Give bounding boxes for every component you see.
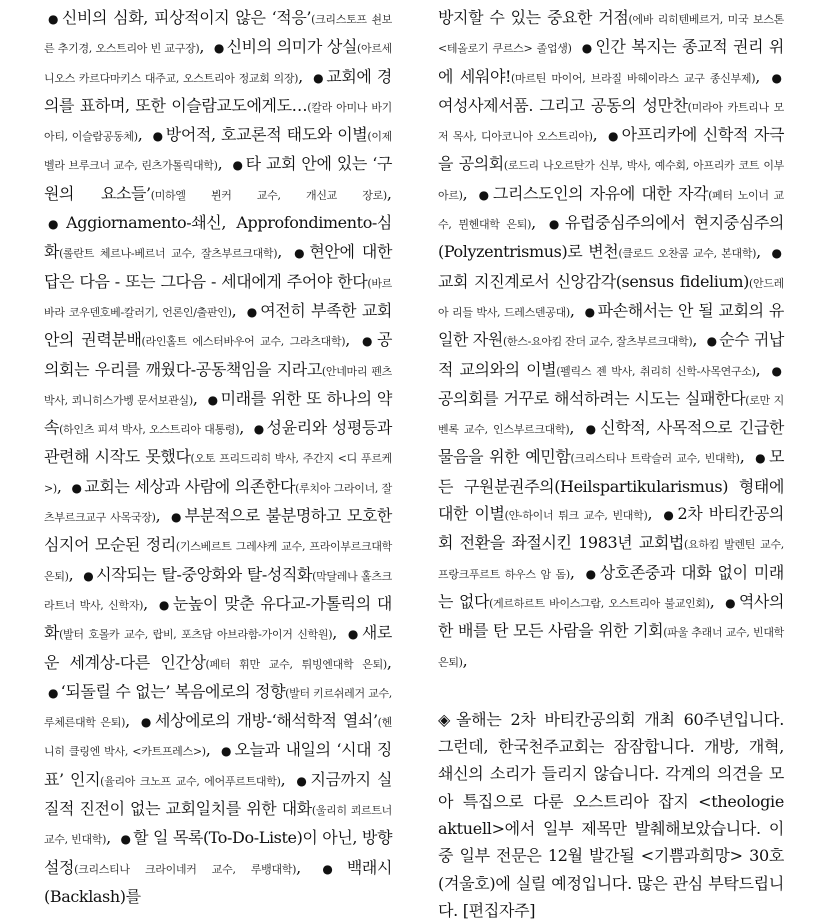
list-item: ● 유럽중심주의에서 현지중심주의(Polyzentrismus)로 변천(클로드 오찬콤 교수, 본대학), xyxy=(438,213,784,262)
list-item: ● 할 일 목록(To-Do-Liste)이 아닌, 방향설정(크리스티나 크라이네커 교수, 루뱅대학), xyxy=(44,828,393,877)
item-source: (에바 리히텐베르거, 미국 보스톤 <테올로기 쿠르스> 졸업생) xyxy=(438,13,784,56)
item-source: (루치아 그라이너, 잘츠부르크교구 사목국장) xyxy=(44,481,392,525)
editor-note xyxy=(438,706,784,924)
list-item: ●교회 지진계로서 신앙감각(sensus fidelium)(안드레아 리들 박사, 드레스덴공대), xyxy=(438,246,784,320)
item-source: (바르바라 코우덴호베-칼러기, 언론인/출판인) xyxy=(44,276,392,319)
item-title: 방지할 수 있는 중요한 거점 xyxy=(438,8,629,27)
bullet-icon: ● xyxy=(771,70,782,85)
item-title: 유럽중심주의에서 현지중심주의(Polyzentrismus)로 변천 xyxy=(438,213,784,262)
item-source: (한스-요아킴 잔더 교수, 잘츠부르크대학) xyxy=(502,335,693,349)
list-item: ● 모든 구원분권주의(Heilspartikularismus) 형태에 대한 이별(얀-하이너 튀크 교수, 빈대학), xyxy=(438,447,785,524)
right-column xyxy=(438,4,785,920)
list-item: ● 세상에로의 개방-‘해석학적 열쇠’(헨니히 클링엔 박사, <카트프레스>), xyxy=(44,711,392,760)
item-title: 미래를 위한 또 하나의 약속 xyxy=(44,388,392,438)
list-item: ● 그리스도인의 자유에 대한 자각(페터 노이너 교수, 뮌헨대학 은퇴), xyxy=(438,183,784,233)
item-source: (울리히 쾨르트너 교수, 빈대학) xyxy=(44,804,392,847)
item-source: (페터 노이너 교수, 뮌헨대학 은퇴) xyxy=(438,188,784,232)
item-source: (헨니히 클링엔 박사, <카트프레스>) xyxy=(44,716,392,759)
bullet-icon: ● xyxy=(158,597,171,612)
bullet-icon: ● xyxy=(585,422,599,437)
item-title: Aggiornamento-쇄신, Approfondimento-심화 xyxy=(44,213,392,262)
item-source: (펠릭스 젠 박사, 취리히 신학-사목연구소) xyxy=(556,364,756,378)
item-title: 새로운 세계상-다른 인간상 xyxy=(44,623,392,672)
item-title: 신학적, 사목적으로 긴급한 물음을 위한 예민함 xyxy=(438,418,784,467)
bullet-icon: ● xyxy=(220,744,233,759)
item-source: (롤란트 체르나-베르너 교수, 잘츠부르크대학) xyxy=(59,247,278,261)
item-source: (아르세니오스 카르다마키스 대주교, 오스트리아 정교회 의장) xyxy=(44,42,392,85)
list-item: ● 역사의 한 배를 탄 모든 사람을 위한 기회(파울 추래너 교수, 빈대학 은퇴), xyxy=(438,591,784,670)
list-item: ● 방어적, 호교론적 태도와 이별(이제벨라 브루크너 교수, 린츠가톨릭대학), xyxy=(44,125,392,174)
item-source: (게르하르트 바이스그람, 오스트리아 불교인회) xyxy=(489,596,710,610)
bullet-icon: ● xyxy=(296,773,309,788)
bullet-icon: ● xyxy=(755,451,767,466)
item-title: 순수 귀납적 교의와의 이별 xyxy=(438,330,784,379)
item-title: 시작되는 탈-중앙화와 탈-성직화 xyxy=(96,564,313,584)
item-title: 여전히 부족한 교회 안의 권력분배 xyxy=(44,300,392,350)
bullet-icon: ● xyxy=(706,334,718,349)
item-title: 지금까지 실질적 진전이 없는 교회일치를 위한 대화 xyxy=(44,769,392,819)
item-source: (미라아 카트리나 모저 목사, 디아코니아 오스트리아) xyxy=(438,100,784,144)
item-title: 공의회는 우리를 깨웠다-공동책임을 지라고 xyxy=(44,330,392,379)
bullet-icon: ● xyxy=(213,41,225,56)
bullet-icon: ● xyxy=(120,832,132,847)
bullet-icon: ● xyxy=(152,129,164,144)
bullet-icon: ● xyxy=(246,304,259,319)
bullet-icon: ● xyxy=(48,12,60,26)
right-column-text xyxy=(438,4,784,676)
item-source: (오토 프리드리히 박사, 주간지 <디 푸르케>) xyxy=(44,452,392,495)
item-source: (페터 휘만 교수, 튀빙엔대학 은퇴) xyxy=(205,657,387,671)
item-title: 눈높이 맞춘 유다교-가톨릭의 대화 xyxy=(44,593,392,643)
left-column-text xyxy=(44,4,392,910)
list-item: ● 교회에 경의를 표하며, 또한 이슬람교도에게도…(칼라 아미나 바기아티, 이슬람공동체), xyxy=(44,66,393,145)
item-source: (발터 키르쉬레거 교수, 루체른대학 은퇴) xyxy=(44,686,392,730)
list-item: ● 공의회는 우리를 깨웠다-공동책임을 지라고(안네마리 펜츠 박사, 쾨니히스가벵 문서보관실), xyxy=(44,330,392,408)
section-gap xyxy=(438,676,784,706)
bullet-icon: ● xyxy=(140,715,153,730)
bullet-icon: ● xyxy=(253,422,265,437)
bullet-icon: ● xyxy=(294,246,308,261)
bullet-icon: ● xyxy=(725,595,737,610)
item-title: 역사의 한 배를 탄 모든 사람을 위한 기회 xyxy=(438,591,784,641)
bullet-icon: ● xyxy=(548,217,563,232)
item-source: (마르틴 마이어, 브라질 바헤이라스 교구 종신부제) xyxy=(511,71,756,85)
item-title: 2차 바티칸공의회 전환을 좌절시킨 1983년 교회법 xyxy=(438,504,784,553)
list-item: ● 교회는 세상과 사람에 의존한다(루치아 그라이너, 잘츠부르크교구 사목국장), xyxy=(44,476,392,526)
bullet-icon: ● xyxy=(361,334,375,349)
diamond-marker-icon: ◈ xyxy=(438,709,451,729)
item-title: 방어적, 호교론적 태도와 이별 xyxy=(165,125,368,145)
item-source: (막달레나 홀츠크라트너 박사, 신학자) xyxy=(44,569,392,612)
bullet-icon: ● xyxy=(663,508,676,523)
list-item: ● 부분적으로 불분명하고 모호한 심지어 모순된 정리(기스베르트 그레샤케 교수, 프라이부르크대학 은퇴), xyxy=(44,506,392,584)
item-source: (미하엘 뷘커 교수, 개신교 장로) xyxy=(150,188,387,202)
item-title: 신비의 심화, 피상적이지 않은 ‘적응’ xyxy=(61,8,312,27)
item-source: (클로드 오찬콤 교수, 본대학) xyxy=(618,247,757,261)
list-item: ● 2차 바티칸공의회 전환을 좌절시킨 1983년 교회법(요하킴 발렌틴 교수, 프랑크푸르트 하우스 암 돔), xyxy=(438,504,784,582)
item-source: (발터 호몰카 교수, 랍비, 포츠담 아브라함-가이거 신학원) xyxy=(59,628,333,642)
item-title: 교회 지진계로서 신앙감각(sensus fidelium) xyxy=(438,271,750,291)
list-item: ● 순수 귀납적 교의와의 이별(펠릭스 젠 박사, 취리히 신학-사목연구소), xyxy=(438,330,784,379)
editor-note-text: 올해는 2차 바티칸공의회 개최 60주년입니다. 그런데, 한국천주교회는 잠잠합니다. 개방, 개혁, 쇄신의 소리가 들리지 않습니다. 각계의 의견을 모아 특집으로 다룬 오스트리아 잡지 <theologie aktuell>에서 일부 제목만 발췌해보았습니다. 이 중 일부 전문은 12월 발간될 <기쁨과희망> 30호(겨울호)에 실릴 예정입니다. 많은 관심 부탁드립니다. [편집자주] xyxy=(438,709,784,920)
item-title: 여성사제서품. 그리고 공동의 성만찬 xyxy=(438,95,688,115)
item-source: (파울 추래너 교수, 빈대학 은퇴) xyxy=(438,626,784,669)
item-source: (로드리 나오르탄가 신부, 박사, 예수회, 아프리카 코트 이부아르) xyxy=(438,159,784,202)
item-title: 성윤리와 성평등과 관련해 시작도 못했다 xyxy=(44,418,392,467)
bullet-icon: ● xyxy=(771,363,782,378)
item-title: 파손해서는 안 될 교회의 유일한 자원 xyxy=(438,300,784,350)
list-item: ● 성윤리와 성평등과 관련해 시작도 못했다(오토 프리드리히 박사, 주간지 <디 푸르케>), xyxy=(44,418,392,496)
item-source: (얀-하이너 튀크 교수, 빈대학) xyxy=(504,509,648,523)
list-item: ● 인간 복지는 종교적 권리 위에 세워야!(마르틴 마이어, 브라질 바헤이라스 교구 종신부제), xyxy=(438,37,784,86)
item-title: 교회에 경의를 표하며, 또한 이슬람교도에게도… xyxy=(44,66,392,115)
list-item: ● 신비의 의미가 상실(아르세니오스 카르다마키스 대주교, 오스트리아 정교회 의장), xyxy=(44,37,392,86)
list-item: ● ‘되돌릴 수 없는’ 복음에로의 정향(발터 키르쉬레거 교수, 루체른대학 은퇴), xyxy=(44,681,392,731)
list-item: ● 상호존중과 대화 없이 미래는 없다(게르하르트 바이스그람, 오스트리아 불교인회), xyxy=(438,562,784,611)
item-title: 상호존중과 대화 없이 미래는 없다 xyxy=(438,562,784,611)
bullet-icon: ● xyxy=(170,510,183,525)
item-source: (하인츠 피셔 박사, 오스트리아 대통령) xyxy=(59,423,240,437)
bullet-icon: ● xyxy=(608,129,620,144)
item-source: (안드레아 리들 박사, 드레스덴공대) xyxy=(438,276,784,319)
item-source: (이제벨라 브루크너 교수, 린츠가톨릭대학) xyxy=(44,130,392,173)
item-title: 부분적으로 불분명하고 모호한 심지어 모순된 정리 xyxy=(44,506,392,555)
list-item: ● 미래를 위한 또 하나의 약속(하인츠 피셔 박사, 오스트리아 대통령), xyxy=(44,388,392,438)
item-title: 타 교회 안에 있는 ‘구원의 요소들’ xyxy=(44,154,393,203)
list-item: ● 타 교회 안에 있는 ‘구원의 요소들’(미하엘 뷘커 교수, 개신교 장로), xyxy=(44,154,393,203)
bullet-icon: ● xyxy=(71,480,83,495)
item-title: 현안에 대한 답은 다음 - 또는 그다음 - 세대에게 주어야 한다 xyxy=(44,242,393,291)
item-title: 그리스도인의 자유에 대한 자각 xyxy=(492,183,709,203)
item-source: (율리아 크노프 교수, 에어푸르트대학) xyxy=(100,774,281,788)
item-title: 신비의 의미가 상실 xyxy=(226,37,358,57)
list-item: ● 여전히 부족한 교회 안의 권력분배(라인홀트 에스터바우어 교수, 그라츠대학), xyxy=(44,300,392,350)
item-title: ‘되돌릴 수 없는’ 복음에로의 정향 xyxy=(60,681,286,701)
item-source: (크리스티나 트락슬러 교수, 빈대학) xyxy=(570,452,740,466)
list-item: ● 현안에 대한 답은 다음 - 또는 그다음 - 세대에게 주어야 한다(바르바라 코우덴호베-칼러기, 언론인/출판인), xyxy=(44,242,393,320)
bullet-icon: ● xyxy=(322,861,345,876)
item-source: (크리스토프 쇤보른 추기경, 오스트리아 빈 교구장) xyxy=(44,13,392,56)
list-item: ● 지금까지 실질적 진전이 없는 교회일치를 위한 대화(울리히 쾨르트너 교수, 빈대학), xyxy=(44,769,392,848)
list-item: ● 아프리카에 신학적 자극을 공의회(로드리 나오르탄가 신부, 박사, 예수회, 아프리카 코트 이부아르), xyxy=(438,125,785,203)
item-title: 모든 구원분권주의(Heilspartikularismus) 형태에 대한 이별 xyxy=(438,447,785,524)
bullet-icon: ● xyxy=(232,158,244,173)
bullet-icon: ● xyxy=(48,217,65,232)
bullet-icon: ● xyxy=(478,187,491,202)
item-title: 할 일 목록(To-Do-Liste)이 아닌, 방향설정 xyxy=(44,828,393,877)
bullet-icon: ● xyxy=(207,392,219,407)
item-source: (라인홀트 에스터바우어 교수, 그라츠대학) xyxy=(141,335,346,349)
list-item: ● 눈높이 맞춘 유다교-가톨릭의 대화(발터 호몰카 교수, 랍비, 포츠담 아브라함-가이거 신학원), xyxy=(44,593,392,643)
item-title: 세상에로의 개방-‘해석학적 열쇠’ xyxy=(154,711,378,731)
list-item: ● 파손해서는 안 될 교회의 유일한 자원(한스-요아킴 잔더 교수, 잘츠부르크대학), xyxy=(438,300,784,350)
bullet-icon: ● xyxy=(585,566,598,581)
item-source: (칼라 아미나 바기아티, 이슬람공동체) xyxy=(44,100,393,144)
list-item: ● 오늘과 내일의 ‘시대 징표’ 인지(율리아 크노프 교수, 에어푸르트대학), xyxy=(44,740,392,789)
bullet-icon: ● xyxy=(584,304,596,319)
bullet-icon: ● xyxy=(347,627,360,642)
bullet-icon: ● xyxy=(581,41,594,56)
item-source: (기스베르트 그레샤케 교수, 프라이부르크대학 은퇴) xyxy=(44,540,392,583)
item-source: (크리스티나 크라이네커 교수, 루뱅대학) xyxy=(74,862,297,876)
list-item: ● 새로운 세계상-다른 인간상(페터 휘만 교수, 튀빙엔대학 은퇴), xyxy=(44,623,393,672)
item-title: 오늘과 내일의 ‘시대 징표’ 인지 xyxy=(44,740,392,789)
list-item: ● 시작되는 탈-중앙화와 탈-성직화(막달레나 홀츠크라트너 박사, 신학자), xyxy=(44,564,392,613)
item-title: 교회는 세상과 사람에 의존한다 xyxy=(84,476,296,496)
bullet-icon: ● xyxy=(83,568,95,583)
item-source: (안네마리 펜츠 박사, 쾨니히스가벵 문서보관실) xyxy=(44,364,392,407)
list-item: ● Aggiornamento-쇄신, Approfondimento-심화(롤란트 체르나-베르너 교수, 잘츠부르크대학), xyxy=(44,213,392,262)
item-title: 백래시(Backlash)를 xyxy=(44,857,392,906)
item-source: (요하킴 발렌틴 교수, 프랑크푸르트 하우스 암 돔) xyxy=(438,538,784,581)
bullet-icon: ● xyxy=(771,246,782,261)
item-title: 공의회를 거꾸로 해석하려는 시도는 실패한다 xyxy=(438,388,746,408)
list-item: ●공의회를 거꾸로 해석하려는 시도는 실패한다(로만 지벤록 교수, 인스부르크대학), xyxy=(438,363,785,438)
list-item: ● 신비의 심화, 피상적이지 않은 ‘적응’(크리스토프 쇤보른 추기경, 오스트리아 빈 교구장), xyxy=(44,8,392,57)
list-item: ●여성사제서품. 그리고 공동의 성만찬(미라아 카트리나 모저 목사, 디아코니아 오스트리아), xyxy=(438,70,784,145)
list-item: ● 신학적, 사목적으로 긴급한 물음을 위한 예민함(크리스티나 트락슬러 교수, 빈대학), xyxy=(438,418,784,467)
item-title: 인간 복지는 종교적 권리 위에 세워야! xyxy=(438,37,784,86)
item-source: (로만 지벤록 교수, 인스부르크대학) xyxy=(438,393,785,437)
left-column xyxy=(44,4,393,906)
bullet-icon: ● xyxy=(313,70,325,85)
item-title: 아프리카에 신학적 자극을 공의회 xyxy=(438,125,785,174)
bullet-icon: ● xyxy=(48,685,59,700)
